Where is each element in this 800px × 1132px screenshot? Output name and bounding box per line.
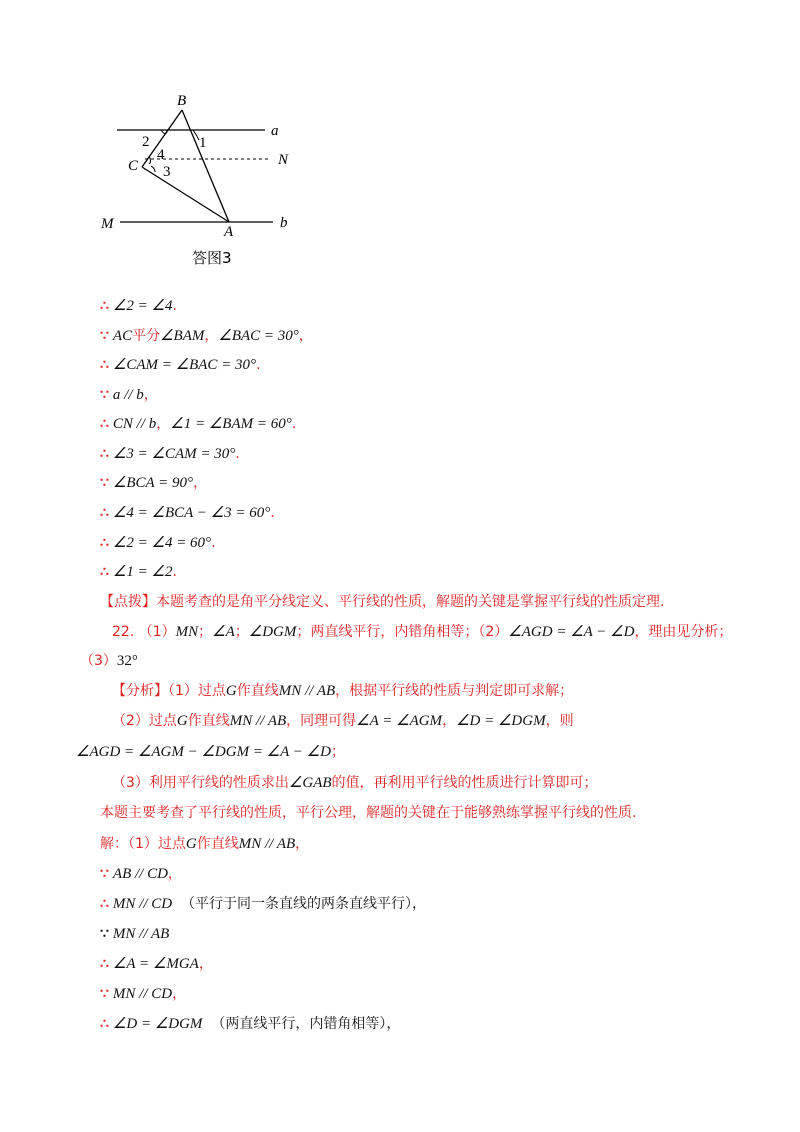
label-a: a	[271, 123, 279, 139]
proof-line: ∴ ∠CAM = ∠BAC = 30°.	[100, 357, 261, 373]
solution-step: ∵ MN // AB	[100, 926, 170, 942]
label-2: 2	[142, 134, 150, 150]
proof-line: ∴ ∠2 = ∠4 = 60°.	[100, 535, 216, 551]
solution-step: ∵ MN // CD，	[100, 986, 187, 1002]
analysis-2: （2）过点G作直线MN // AB，同理可得∠A = ∠AGM，∠D = ∠DGM，则	[112, 713, 574, 729]
proof-line: ∴ ∠3 = ∠CAM = 30°.	[100, 446, 240, 462]
solution-step: ∵ AB // CD，	[100, 866, 182, 882]
label-4: 4	[157, 147, 165, 163]
proof-line: ∴ CN // b，∠1 = ∠BAM = 60°.	[100, 416, 297, 432]
solution-step: ∴ ∠D = ∠DGM （两直线平行，内错角相等），	[100, 1016, 401, 1032]
q22-answer: 22. （1）MN；∠A；∠DGM；两直线平行，内错角相等；（2）∠AGD = ∠A − ∠D，理由见分析；	[112, 624, 733, 640]
proof-line: ∵ AC平分∠BAM，∠BAC = 30°，	[100, 328, 313, 344]
analysis-2b: ∠AGD = ∠AGM − ∠DGM = ∠A − ∠D；	[76, 744, 345, 760]
angle-4-arc	[149, 156, 151, 164]
proof-line: ∵ ∠BCA = 90°，	[100, 475, 208, 491]
angle-3-arc	[151, 166, 155, 172]
label-C: C	[128, 158, 139, 174]
label-1: 1	[199, 135, 207, 151]
label-N: N	[278, 152, 289, 168]
analysis-summary: 本题主要考查了平行线的性质，平行公理，解题的关键在于能够熟练掌握平行线的性质.	[100, 805, 637, 821]
analysis-1: 【分析】（1）过点G作直线MN // AB，根据平行线的性质与判定即可求解；	[112, 683, 574, 699]
analysis-3: （3）利用平行线的性质求出∠GAB的值，再利用平行线的性质进行计算即可；	[112, 775, 598, 791]
figure-svg	[95, 88, 305, 238]
dianbo-note: 【点拨】本题考查的是角平分线定义、平行线的性质，解题的关键是掌握平行线的性质定理.	[100, 594, 665, 610]
segment-ca	[142, 167, 229, 222]
solution-step: ∴ MN // CD （平行于同一条直线的两条直线平行），	[100, 896, 427, 912]
label-M: M	[101, 216, 114, 232]
proof-line: ∴ ∠4 = ∠BCA − ∠3 = 60°.	[100, 505, 275, 521]
solution-step: ∴ ∠A = ∠MGA，	[100, 956, 213, 972]
figure-caption: 答图3	[192, 249, 232, 267]
segment-ba	[182, 110, 229, 222]
proof-line: ∴ ∠2 = ∠4.	[100, 298, 177, 314]
proof-line: ∴ ∠1 = ∠2.	[100, 564, 177, 580]
proof-line: ∵ a // b，	[100, 387, 158, 403]
geometry-figure	[95, 88, 305, 242]
solution-intro: 解：（1）过点G作直线MN // AB，	[100, 836, 310, 852]
label-3: 3	[163, 164, 171, 180]
q22-answer-3: （3）32°	[80, 653, 138, 669]
label-B: B	[177, 93, 187, 109]
label-b: b	[280, 215, 288, 231]
label-A: A	[224, 224, 234, 238]
